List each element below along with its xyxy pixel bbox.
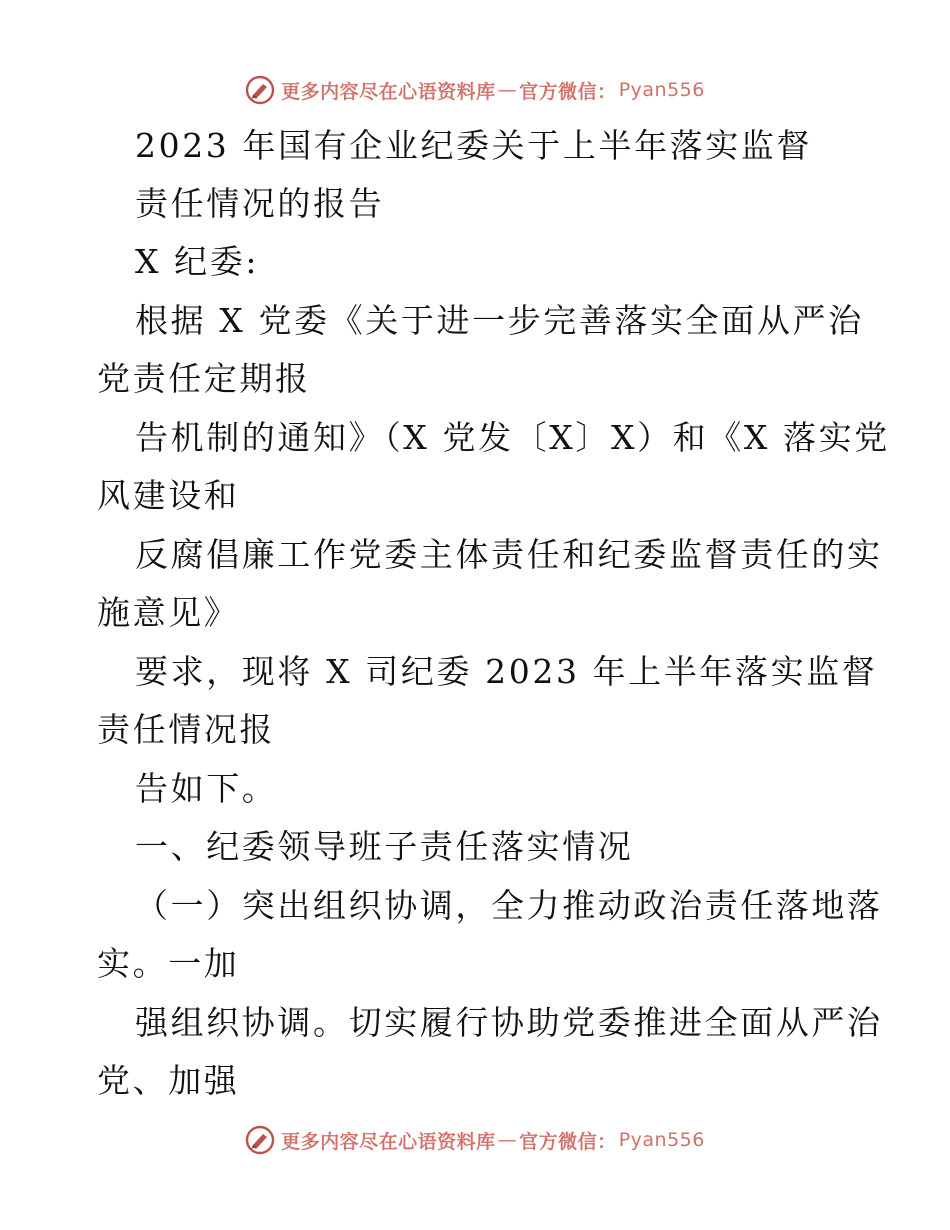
watermark-separator: —	[497, 79, 518, 101]
pen-logo-icon	[245, 1125, 275, 1155]
body-line: 实。一加	[97, 944, 240, 983]
watermark-id: Pyan556	[618, 1129, 705, 1151]
watermark-text: 更多内容尽在心语资料库	[281, 1130, 496, 1153]
watermark-footer	[0, 1120, 950, 1160]
body-line: 反腐倡廉工作党委主体责任和纪委监督责任的实	[135, 535, 883, 574]
subsection-heading: （一）突出组织协调，全力推动政治责任落地落	[135, 886, 883, 925]
watermark-text: 更多内容尽在心语资料库	[281, 80, 496, 103]
body-line: 要求，现将 X 司纪委 2023 年上半年落实监督	[135, 652, 878, 691]
body-line: 告如下。	[135, 769, 278, 808]
body-line: 党、加强	[97, 1061, 240, 1100]
watermark-id: Pyan556	[618, 79, 705, 101]
body-line: 根据 X 党委《关于进一步完善落实全面从严治	[135, 301, 864, 340]
body-line: 施意见》	[97, 593, 240, 632]
watermark-label: 官方微信：	[519, 80, 617, 103]
body-line: 责任情况报	[97, 710, 275, 749]
body-line: 风建设和	[97, 476, 240, 515]
body-line: 强组织协调。切实履行协助党委推进全面从严治	[135, 1003, 883, 1042]
pen-logo-icon	[245, 75, 275, 105]
doc-title-line-2: 责任情况的报告	[135, 184, 385, 223]
body-line: 告机制的通知》（X 党发〔X〕X）和《X 落实党	[135, 418, 890, 457]
addressee: X 纪委:	[135, 242, 260, 281]
doc-title-line-1: 2023 年国有企业纪委关于上半年落实监督	[135, 126, 813, 165]
watermark-header	[0, 70, 950, 110]
watermark-label: 官方微信：	[519, 1130, 617, 1153]
body-line: 党责任定期报	[97, 359, 311, 398]
watermark-separator: —	[497, 1129, 518, 1151]
section-heading: 一、纪委领导班子责任落实情况	[135, 827, 634, 866]
